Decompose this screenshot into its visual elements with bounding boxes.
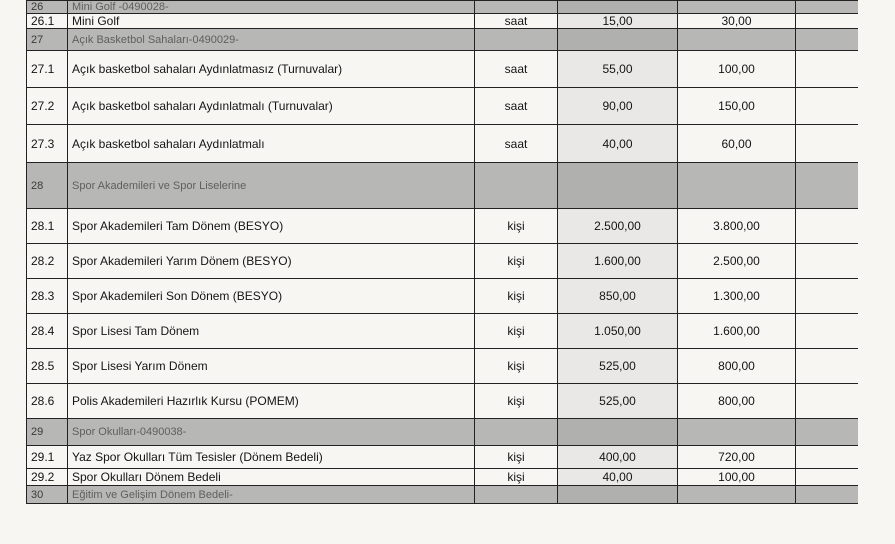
table-row [27, 279, 859, 314]
unit-cell: kişi [475, 279, 558, 314]
price-cell [678, 486, 796, 504]
blank-cell [796, 163, 859, 209]
unit-cell: kişi [475, 244, 558, 279]
description-cell: Spor Akademileri Son Dönem (BESYO) [68, 279, 475, 314]
price-cell: 720,00 [678, 446, 796, 469]
blank-cell [796, 486, 859, 504]
price-cell: 1.050,00 [558, 314, 678, 349]
table-row [27, 469, 859, 486]
table-row [27, 314, 859, 349]
price-cell: 400,00 [558, 446, 678, 469]
price-cell: 1.300,00 [678, 279, 796, 314]
blank-cell [796, 314, 859, 349]
blank-cell [796, 29, 859, 51]
blank-cell [796, 14, 859, 29]
table-row [27, 51, 859, 88]
blank-cell [796, 279, 859, 314]
description-cell: Açık Basketbol Sahaları-0490029- [68, 29, 475, 51]
unit-cell [475, 419, 558, 446]
price-cell [678, 419, 796, 446]
tariff-table [26, 0, 859, 504]
price-cell [558, 29, 678, 51]
unit-cell: saat [475, 125, 558, 163]
blank-cell [796, 349, 859, 384]
price-cell: 525,00 [558, 349, 678, 384]
row-number-cell: 29 [27, 419, 68, 446]
section-header-row [27, 1, 859, 14]
row-number-cell: 30 [27, 486, 68, 504]
row-number-cell: 27.2 [27, 88, 68, 125]
description-cell: Polis Akademileri Hazırlık Kursu (POMEM) [68, 384, 475, 419]
price-cell: 1.600,00 [678, 314, 796, 349]
price-cell: 40,00 [558, 125, 678, 163]
unit-cell: saat [475, 14, 558, 29]
description-cell: Mini Golf -0490028- [68, 1, 475, 14]
blank-cell [796, 384, 859, 419]
price-cell: 15,00 [558, 14, 678, 29]
unit-cell: kişi [475, 446, 558, 469]
blank-cell [796, 125, 859, 163]
price-cell: 55,00 [558, 51, 678, 88]
price-cell: 90,00 [558, 88, 678, 125]
price-cell [558, 419, 678, 446]
price-cell: 100,00 [678, 469, 796, 486]
price-cell: 800,00 [678, 384, 796, 419]
row-number-cell: 27.1 [27, 51, 68, 88]
price-cell [558, 486, 678, 504]
price-cell: 1.600,00 [558, 244, 678, 279]
row-number-cell: 29.2 [27, 469, 68, 486]
unit-cell: kişi [475, 209, 558, 244]
description-cell: Spor Okulları Dönem Bedeli [68, 469, 475, 486]
description-cell: Yaz Spor Okulları Tüm Tesisler (Dönem Bedeli) [68, 446, 475, 469]
row-number-cell: 28.2 [27, 244, 68, 279]
price-cell: 3.800,00 [678, 209, 796, 244]
blank-cell [796, 1, 859, 14]
description-cell: Spor Akademileri ve Spor Liselerine [68, 163, 475, 209]
description-cell: Mini Golf [68, 14, 475, 29]
table-row [27, 125, 859, 163]
description-cell: Spor Lisesi Yarım Dönem [68, 349, 475, 384]
price-cell: 2.500,00 [558, 209, 678, 244]
row-number-cell: 28.4 [27, 314, 68, 349]
blank-cell [796, 244, 859, 279]
price-cell: 150,00 [678, 88, 796, 125]
price-cell [678, 1, 796, 14]
description-cell: Açık basketbol sahaları Aydınlatmasız (Turnuvalar) [68, 51, 475, 88]
row-number-cell: 28 [27, 163, 68, 209]
price-cell: 2.500,00 [678, 244, 796, 279]
row-number-cell: 26 [27, 1, 68, 14]
table-row [27, 446, 859, 469]
page-margin [858, 0, 895, 544]
unit-cell [475, 29, 558, 51]
unit-cell: kişi [475, 349, 558, 384]
price-cell [678, 29, 796, 51]
description-cell: Açık basketbol sahaları Aydınlatmalı (Turnuvalar) [68, 88, 475, 125]
section-header-row [27, 163, 859, 209]
unit-cell [475, 163, 558, 209]
unit-cell [475, 486, 558, 504]
description-cell: Açık basketbol sahaları Aydınlatmalı [68, 125, 475, 163]
unit-cell: kişi [475, 469, 558, 486]
blank-cell [796, 209, 859, 244]
blank-cell [796, 88, 859, 125]
row-number-cell: 28.3 [27, 279, 68, 314]
table-row [27, 209, 859, 244]
description-cell: Spor Akademileri Tam Dönem (BESYO) [68, 209, 475, 244]
price-cell [558, 163, 678, 209]
price-cell [678, 163, 796, 209]
price-cell: 30,00 [678, 14, 796, 29]
blank-cell [796, 469, 859, 486]
table-row [27, 244, 859, 279]
unit-cell: saat [475, 51, 558, 88]
description-cell: Spor Lisesi Tam Dönem [68, 314, 475, 349]
description-cell: Eğitim ve Gelişim Dönem Bedeli- [68, 486, 475, 504]
blank-cell [796, 419, 859, 446]
table-row [27, 14, 859, 29]
price-cell: 800,00 [678, 349, 796, 384]
section-header-row [27, 29, 859, 51]
price-cell: 850,00 [558, 279, 678, 314]
row-number-cell: 28.5 [27, 349, 68, 384]
price-cell: 40,00 [558, 469, 678, 486]
unit-cell: saat [475, 88, 558, 125]
description-cell: Spor Akademileri Yarım Dönem (BESYO) [68, 244, 475, 279]
price-cell: 60,00 [678, 125, 796, 163]
unit-cell: kişi [475, 314, 558, 349]
row-number-cell: 27.3 [27, 125, 68, 163]
unit-cell [475, 1, 558, 14]
section-header-row [27, 486, 859, 504]
price-cell: 525,00 [558, 384, 678, 419]
description-cell: Spor Okulları-0490038- [68, 419, 475, 446]
table-row [27, 349, 859, 384]
tariff-table-body [27, 1, 859, 504]
table-row [27, 88, 859, 125]
blank-cell [796, 51, 859, 88]
price-cell [558, 1, 678, 14]
table-row [27, 384, 859, 419]
blank-cell [796, 446, 859, 469]
row-number-cell: 28.6 [27, 384, 68, 419]
price-cell: 100,00 [678, 51, 796, 88]
row-number-cell: 28.1 [27, 209, 68, 244]
unit-cell: kişi [475, 384, 558, 419]
row-number-cell: 26.1 [27, 14, 68, 29]
section-header-row [27, 419, 859, 446]
row-number-cell: 29.1 [27, 446, 68, 469]
row-number-cell: 27 [27, 29, 68, 51]
